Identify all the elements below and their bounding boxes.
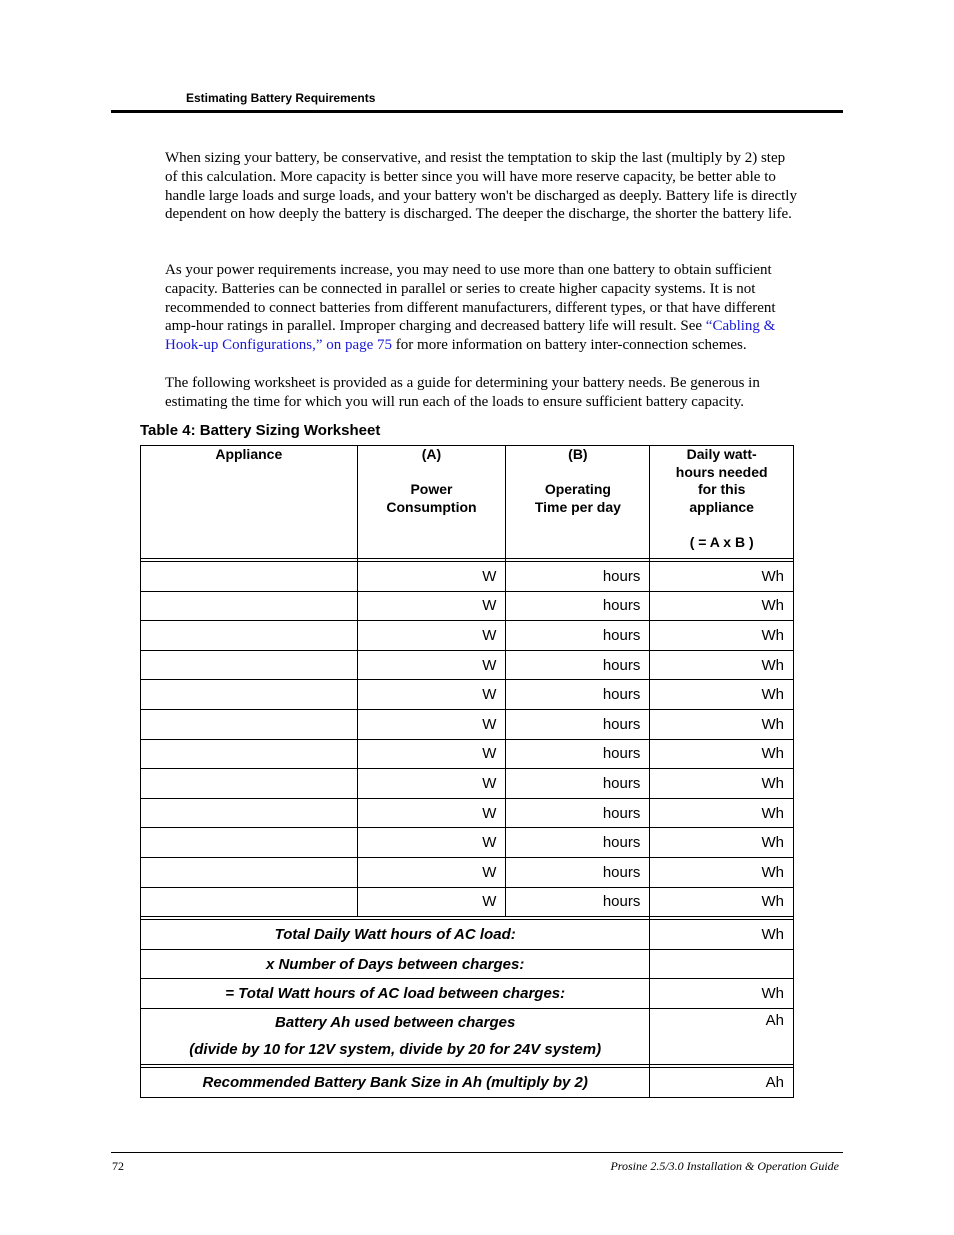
hours-cell[interactable]: hours	[506, 798, 650, 828]
watt-hours-cell[interactable]: Wh	[650, 739, 794, 769]
table-row	[141, 739, 794, 769]
header-power-consumption: (A) Power Consumption	[357, 446, 506, 559]
appliance-cell[interactable]	[141, 680, 358, 710]
appliance-cell[interactable]	[141, 798, 358, 828]
watts-cell[interactable]: W	[357, 739, 506, 769]
paragraph-text: As your power requirements increase, you may need to use more than one battery to obtain sufficient capacity. Batteries can be connected in parallel or series to create higher capacity systems. It is not recommended to connect batteries from different manufacturers, different types, or that have different amp-hour ratings in parallel. Improper charging and decreased battery life will result. See	[165, 262, 776, 335]
watt-hours-cell[interactable]: Wh	[650, 562, 794, 592]
appliance-cell[interactable]	[141, 562, 358, 592]
appliance-cell[interactable]	[141, 739, 358, 769]
battery-sizing-worksheet	[140, 445, 794, 1098]
cross-reference-link[interactable]: “Cabling & Hook-up Configurations,” on page 75	[165, 318, 776, 354]
header-daily-watt-hours: Daily watt- hours needed for this appliance ( = A x B )	[650, 446, 794, 559]
table-row	[141, 828, 794, 858]
table-row	[141, 887, 794, 917]
watt-hours-cell[interactable]: Wh	[650, 828, 794, 858]
total-daily-row	[141, 920, 794, 950]
total-daily-label: Total Daily Watt hours of AC load:	[141, 920, 650, 950]
watt-hours-cell[interactable]: Wh	[650, 650, 794, 680]
table-row	[141, 591, 794, 621]
hours-cell[interactable]: hours	[506, 769, 650, 799]
watt-hours-cell[interactable]: Wh	[650, 709, 794, 739]
hours-cell[interactable]: hours	[506, 709, 650, 739]
watt-hours-cell[interactable]: Wh	[650, 591, 794, 621]
paragraph-power-requirements	[165, 261, 800, 355]
hours-cell[interactable]: hours	[506, 680, 650, 710]
hours-cell[interactable]: hours	[506, 857, 650, 887]
table-row	[141, 769, 794, 799]
recommended-bank-label: Recommended Battery Bank Size in Ah (multiply by 2)	[141, 1067, 650, 1097]
battery-ah-value-cell[interactable]: Ah	[650, 1008, 794, 1064]
table-row	[141, 680, 794, 710]
hours-cell[interactable]: hours	[506, 562, 650, 592]
watts-cell[interactable]: W	[357, 562, 506, 592]
header-appliance: Appliance	[141, 446, 358, 559]
total-between-charges-row	[141, 979, 794, 1009]
appliance-cell[interactable]	[141, 621, 358, 651]
table-row	[141, 709, 794, 739]
paragraph-battery-sizing: When sizing your battery, be conservative, and resist the temptation to skip the last (multiply by 2) step of this calculation. More capacity is better since you will have more reserve capacity, be better able to handle large loads and surge loads, and your battery won't be discharged as deeply. Battery life is directly dependent on how deeply the battery is discharged. The deeper the discharge, the shorter the battery life.	[165, 150, 797, 223]
hours-cell[interactable]: hours	[506, 621, 650, 651]
watts-cell[interactable]: W	[357, 680, 506, 710]
watt-hours-cell[interactable]: Wh	[650, 887, 794, 917]
watts-cell[interactable]: W	[357, 769, 506, 799]
footer-rule	[111, 1152, 843, 1153]
watt-hours-cell[interactable]: Wh	[650, 621, 794, 651]
watt-hours-cell[interactable]: Wh	[650, 680, 794, 710]
watts-cell[interactable]: W	[357, 591, 506, 621]
table-row	[141, 798, 794, 828]
watts-cell[interactable]: W	[357, 798, 506, 828]
watt-hours-cell[interactable]: Wh	[650, 798, 794, 828]
recommended-bank-value-cell[interactable]: Ah	[650, 1067, 794, 1097]
paragraph-text: for more information on battery inter-connection schemes.	[392, 337, 747, 354]
watt-hours-cell[interactable]: Wh	[650, 769, 794, 799]
table-caption: Table 4: Battery Sizing Worksheet	[140, 422, 381, 439]
appliance-cell[interactable]	[141, 709, 358, 739]
guide-title: Prosine 2.5/3.0 Installation & Operation Guide	[610, 1159, 839, 1173]
hours-cell[interactable]: hours	[506, 591, 650, 621]
header-operating-time: (B) Operating Time per day	[506, 446, 650, 559]
watts-cell[interactable]: W	[357, 828, 506, 858]
table-row	[141, 650, 794, 680]
watts-cell[interactable]: W	[357, 621, 506, 651]
recommended-bank-row	[141, 1067, 794, 1097]
hours-cell[interactable]: hours	[506, 828, 650, 858]
hours-cell[interactable]: hours	[506, 650, 650, 680]
running-header-title: Estimating Battery Requirements	[186, 91, 376, 105]
page-number: 72	[112, 1159, 124, 1173]
appliance-cell[interactable]	[141, 650, 358, 680]
paragraph-worksheet-intro: The following worksheet is provided as a guide for determining your battery needs. Be generous in estimating the time for which you will run each of the loads to ensure sufficient battery capacity.	[165, 375, 760, 410]
appliance-cell[interactable]	[141, 769, 358, 799]
appliance-cell[interactable]	[141, 857, 358, 887]
battery-ah-label: Battery Ah used between charges (divide by 10 for 12V system, divide by 20 for 24V system)	[141, 1008, 650, 1064]
days-between-charges-label: x Number of Days between charges:	[141, 949, 650, 979]
appliance-cell[interactable]	[141, 591, 358, 621]
appliance-cell[interactable]	[141, 828, 358, 858]
table-row	[141, 621, 794, 651]
table-header-row	[141, 446, 794, 559]
hours-cell[interactable]: hours	[506, 739, 650, 769]
watt-hours-cell[interactable]: Wh	[650, 857, 794, 887]
watts-cell[interactable]: W	[357, 857, 506, 887]
total-between-charges-value-cell[interactable]: Wh	[650, 979, 794, 1009]
battery-ah-row	[141, 1008, 794, 1064]
watts-cell[interactable]: W	[357, 709, 506, 739]
table-row	[141, 857, 794, 887]
header-rule	[111, 110, 843, 113]
watts-cell[interactable]: W	[357, 887, 506, 917]
hours-cell[interactable]: hours	[506, 887, 650, 917]
watts-cell[interactable]: W	[357, 650, 506, 680]
total-daily-value-cell[interactable]: Wh	[650, 920, 794, 950]
table-row	[141, 562, 794, 592]
days-between-charges-row	[141, 949, 794, 979]
days-between-charges-value-cell[interactable]	[650, 949, 794, 979]
total-between-charges-label: = Total Watt hours of AC load between charges:	[141, 979, 650, 1009]
appliance-cell[interactable]	[141, 887, 358, 917]
